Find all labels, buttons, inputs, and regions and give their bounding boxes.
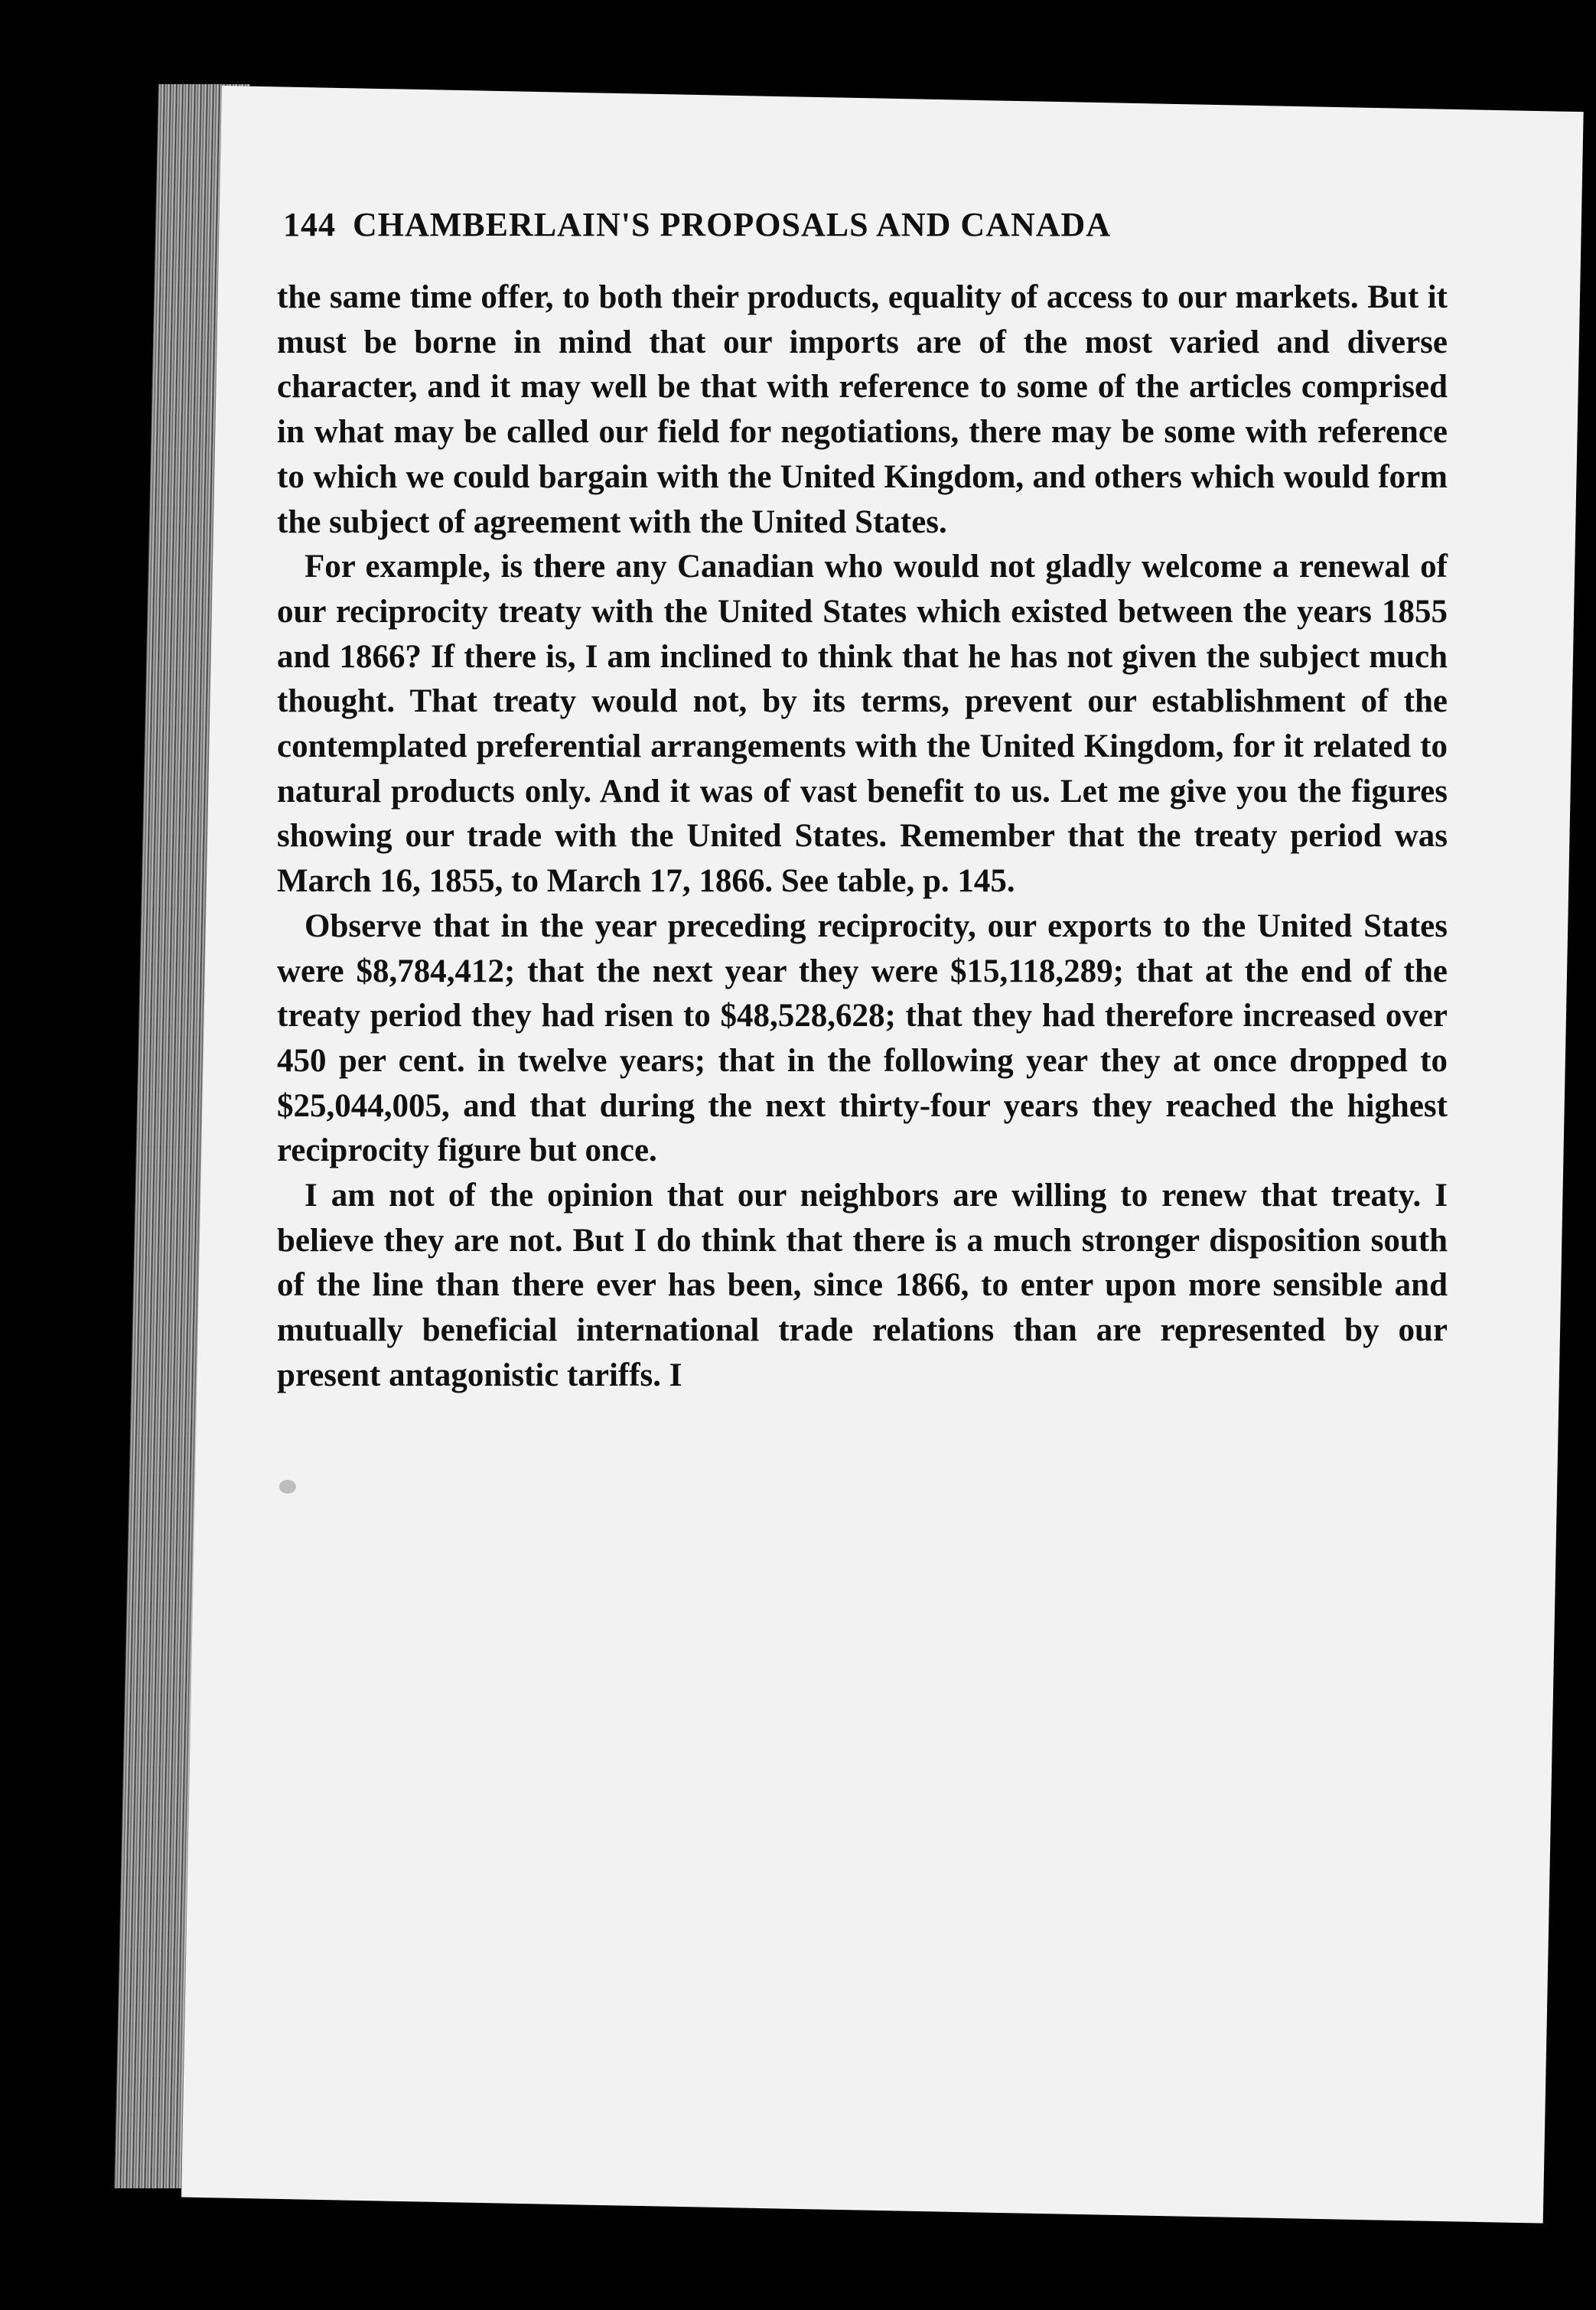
paper-blemish	[279, 1480, 296, 1494]
page-number: 144	[283, 206, 336, 243]
running-head-title: CHAMBERLAIN'S PROPOSALS AND CANADA	[353, 206, 1112, 243]
paragraph-1: the same time offer, to both their products, equality of access to our markets. But it must be borne in mind that our imports are of the most varied and diverse character, and it may well be that with reference to some of the articles comprised in what may be called our field for negotiations, there may be some with reference to which we could bargain with the United Kingdom, and others which would form the subject of agreement with the United States.	[277, 279, 1448, 540]
paragraph-2: For example, is there any Canadian who would not gladly welcome a renewal of our reciprocity treaty with the United States which existed between the years 1855 and 1866? If there is, I am inclined to think that he has not given the subject much thought. That treaty would not, by its terms, prevent our establishment of the contemplated preferential arrangements with the United Kingdom, for it related to natural products only. And it was of vast benefit to us. Let me give you the figures showing our trade with the United States. Remember that the treaty period was March 16, 1855, to March 17, 1866. See table, p. 145.	[277, 549, 1448, 900]
paragraph-3: Observe that in the year preceding reciprocity, our exports to the United States were $8,784,412; that the next year they were $15,118,289; that at the end of the treaty period they had risen to $48,528,628; that they had therefore increased over 450 per cent. in twelve years; that in the following year they at once dropped to $25,044,005, and that during the next thirty-four years they reached the highest reciprocity figure but once.	[277, 907, 1448, 1169]
body-text	[277, 275, 1448, 1399]
running-header	[283, 205, 1477, 244]
paragraph-4: I am not of the opinion that our neighbors are willing to renew that treaty. I believe they are not. But I do think that there is a much stronger disposition south of the line than there ever has been, since 1866, to enter upon more sensible and mutually beneficial international trade relations than are represented by our present antagonistic tariffs. I	[277, 1178, 1448, 1393]
